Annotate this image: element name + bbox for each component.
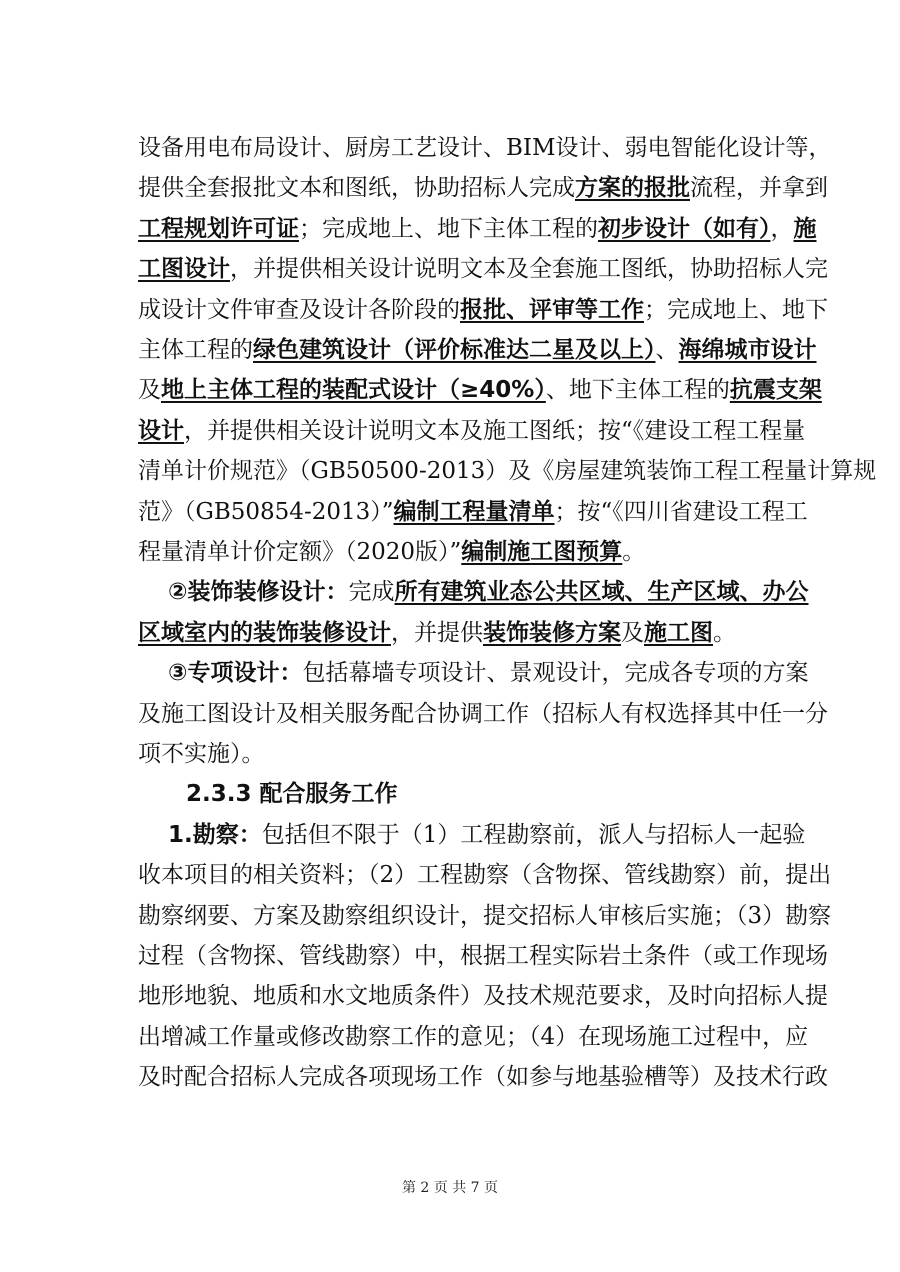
text-segment: ；完成地上、地下主体工程的 <box>299 215 598 242</box>
text-line <box>138 1017 809 1057</box>
text-segment: 、 <box>655 337 679 363</box>
emphasized-text: 报批、评审等工作 <box>460 296 644 323</box>
emphasized-text: 施 <box>793 215 817 242</box>
emphasized-text: 绿色建筑设计（评价标准达二星及以上） <box>253 337 656 363</box>
text-segment: 收本项目的相关资料；（2）工程勘察（含物探、管线勘察）前，提出 <box>138 862 832 889</box>
text-segment: 。 <box>713 619 736 646</box>
text-segment: 主体工程的 <box>138 337 253 363</box>
emphasized-text: 海绵城市设计 <box>678 337 817 363</box>
text-line <box>138 492 808 532</box>
emphasized-text: 地上主体工程的装配式设计（≥40%） <box>161 377 546 404</box>
text-segment: 过程（含物探、管线勘察）中，根据工程实际岩土条件（或工作现场 <box>138 943 828 969</box>
emphasized-text: 设计 <box>138 417 184 444</box>
text-segment: ，并提供相关设计说明文本及施工图纸；按“《建设工程工程量 <box>184 417 806 444</box>
text-line <box>138 734 768 774</box>
emphasized-text: 编制工程量清单 <box>393 498 555 525</box>
text-line <box>138 1057 828 1097</box>
text-line <box>168 572 809 612</box>
text-line <box>138 209 817 249</box>
emphasized-text: 方案的报批 <box>575 175 690 202</box>
text-segment: 及时配合招标人完成各项现场工作（如参与地基验槽等）及技术行政 <box>138 1064 828 1091</box>
text-segment: 清单计价规范》（GB50500-2013）及《房屋建筑装饰工程工程量计算规 <box>138 458 877 485</box>
text-segment: ，并提供 <box>391 619 483 646</box>
emphasized-text: 抗震支架 <box>729 377 822 404</box>
text-segment: 。 <box>622 539 646 565</box>
text-line <box>138 168 828 208</box>
text-segment: 1.勘察： <box>168 821 262 848</box>
text-line <box>138 128 832 168</box>
text-segment: ， <box>770 215 794 242</box>
emphasized-text: 施工图 <box>644 619 713 646</box>
text-segment: 及施工图设计及相关服务配合协调工作（招标人有权选择其中任一分 <box>138 700 828 727</box>
emphasized-text: 区域室内的装饰装修设计 <box>138 619 391 646</box>
text-segment: 及 <box>138 377 161 404</box>
text-segment: ②装饰装修设计： <box>168 579 349 606</box>
emphasized-text: 初步设计（如有） <box>598 215 771 242</box>
text-segment: ；完成地上、地下 <box>644 296 828 323</box>
text-line <box>186 774 768 814</box>
text-segment: 流程，并拿到 <box>690 175 828 202</box>
page-footer: 第 2 页 共 7 页 <box>401 1180 499 1196</box>
text-line <box>138 936 828 976</box>
text-segment: ，并提供相关设计说明文本及全套施工图纸，协助招标人完 <box>230 256 828 283</box>
text-segment: 提供全套报批文本和图纸，协助招标人完成 <box>138 175 575 202</box>
text-line <box>138 976 828 1016</box>
text-line <box>138 330 817 370</box>
text-segment: 地形地貌、地质和水文地质条件）及技术规范要求，及时向招标人提 <box>138 983 828 1010</box>
text-segment: 、地下主体工程的 <box>545 377 730 404</box>
text-segment: 程量清单计价定额》（2020版）” <box>138 539 462 565</box>
text-segment: 出增减工作量或修改勘察工作的意见；（4）在现场施工过程中，应 <box>138 1023 809 1050</box>
text-segment: 设备用电布局设计、厨房工艺设计、BIM设计、弱电智能化设计等， <box>138 135 832 161</box>
text-segment: 项不实施）。 <box>138 741 265 767</box>
text-line <box>138 694 828 734</box>
text-line <box>138 451 877 491</box>
text-line <box>138 249 828 289</box>
text-line <box>138 290 828 330</box>
text-line <box>138 370 822 410</box>
text-line <box>138 411 806 451</box>
text-line <box>138 532 768 572</box>
text-segment: 2.3.3 配合服务工作 <box>186 781 398 808</box>
text-segment: 成设计文件审查及设计各阶段的 <box>138 296 460 323</box>
text-line <box>168 815 806 855</box>
text-line <box>138 613 768 653</box>
text-line <box>138 896 832 936</box>
emphasized-text: 工程规划许可证 <box>138 215 299 242</box>
emphasized-text: 所有建筑业态公共区域、生产区域、办公 <box>394 579 809 606</box>
text-segment: 及 <box>621 619 644 646</box>
emphasized-text: 编制施工图预算 <box>461 539 623 565</box>
text-segment: 完成 <box>348 579 395 606</box>
emphasized-text: 工图设计 <box>138 256 230 283</box>
text-segment: 包括但不限于（1）工程勘察前，派人与招标人一起验 <box>261 821 806 848</box>
text-line <box>138 855 832 895</box>
text-segment: 包括幕墙专项设计、景观设计，完成各专项的方案 <box>302 660 809 687</box>
text-segment: 范》（GB50854-2013）” <box>138 498 394 525</box>
text-segment: 勘察纲要、方案及勘察组织设计，提交招标人审核后实施；（3）勘察 <box>138 902 832 929</box>
text-segment: ③专项设计： <box>168 660 303 687</box>
text-line <box>168 653 809 693</box>
text-segment: ；按“《四川省建设工程工 <box>554 498 808 525</box>
emphasized-text: 装饰装修方案 <box>483 619 621 646</box>
